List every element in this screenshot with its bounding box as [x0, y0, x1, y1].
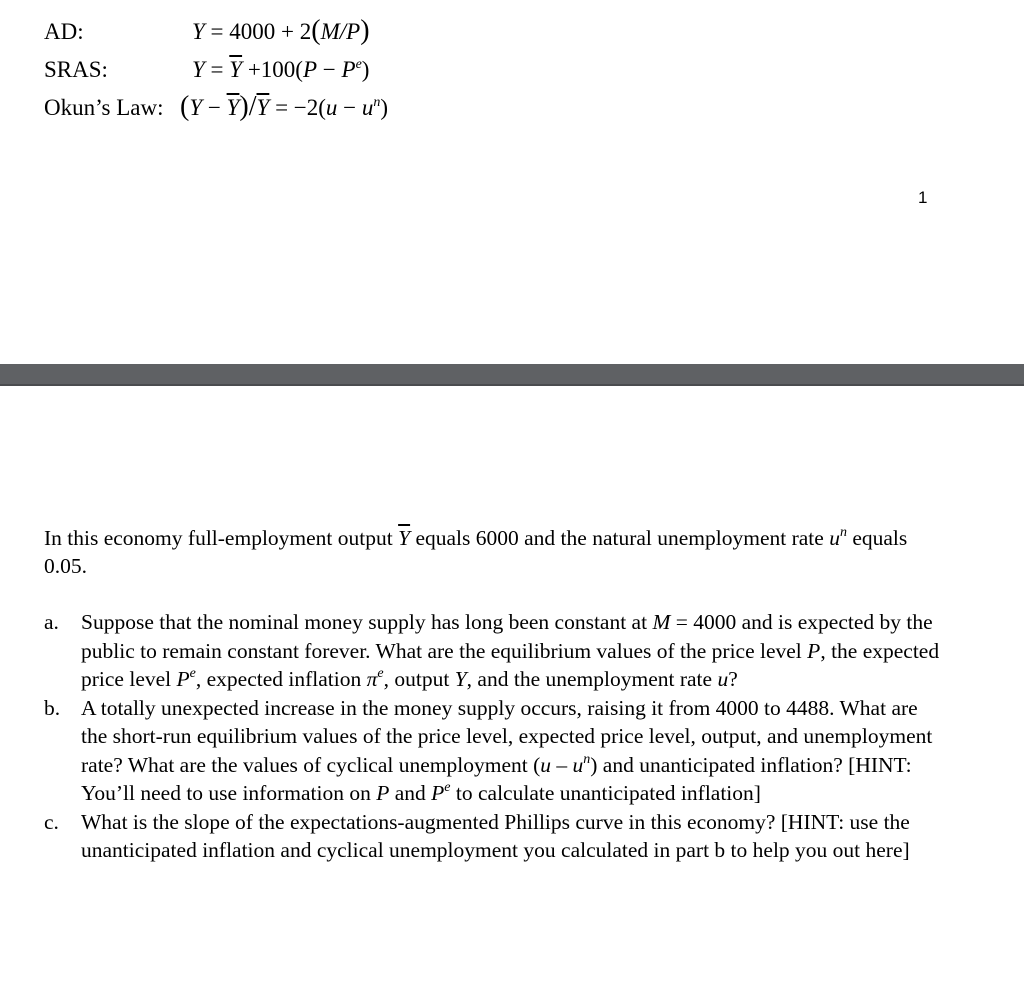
ad-formula: Y = 4000 + 2(M/P): [192, 15, 370, 46]
question-c-marker: c.: [44, 809, 59, 834]
sras-label: SRAS:: [44, 57, 108, 82]
okun-label: Okun’s Law:: [44, 95, 164, 120]
page-bottom: [0, 386, 1024, 996]
page-number: 1: [918, 188, 928, 207]
intro-paragraph: In this economy full-employment output $\overline{Y}$ equals 6000 and the natural unemployment rate $u^n$ equals 0.05.: [44, 525, 908, 578]
question-b: b. A totally unexpected increase in the money supply occurs, raising it from 4000 to 4488. What are the short-run equilibrium values of the price level, expected price level, output, and unemployment rate? What are the values of cyclical unemployment $(u - u^n)$ and unanticipated inflation? [HINT: You’ll need to use information on P and $P^e$ to calculate unanticipated inflation]: [44, 695, 933, 805]
ad-label: AD:: [44, 19, 84, 44]
okun-formula: $(Y - \overline{Y})/\overline{Y} = -2(u - u^n)$: [180, 91, 389, 122]
question-a: a. Suppose that the nominal money supply has long been constant at M = 4000 and is expected by the public to remain constant forever. What are the equilibrium values of the price level P, the expected price level $P^e$, expected inflation $\pi^e$, output Y, and the unemployment rate u?: [44, 610, 940, 691]
page-top: [0, 0, 1024, 364]
question-b-marker: b.: [44, 695, 61, 720]
question-list: [44, 608, 944, 865]
question-a-marker: a.: [44, 610, 59, 634]
question-c: c. What is the slope of the expectations-augmented Phillips curve in this economy? [HINT: use the unanticipated inflation and cyclical unemployment you calculated in part b to help you out here]: [44, 809, 910, 862]
sras-formula: $Y = \overline{Y} +100(P - P^e)$: [192, 57, 370, 82]
page-divider: [0, 364, 1024, 386]
